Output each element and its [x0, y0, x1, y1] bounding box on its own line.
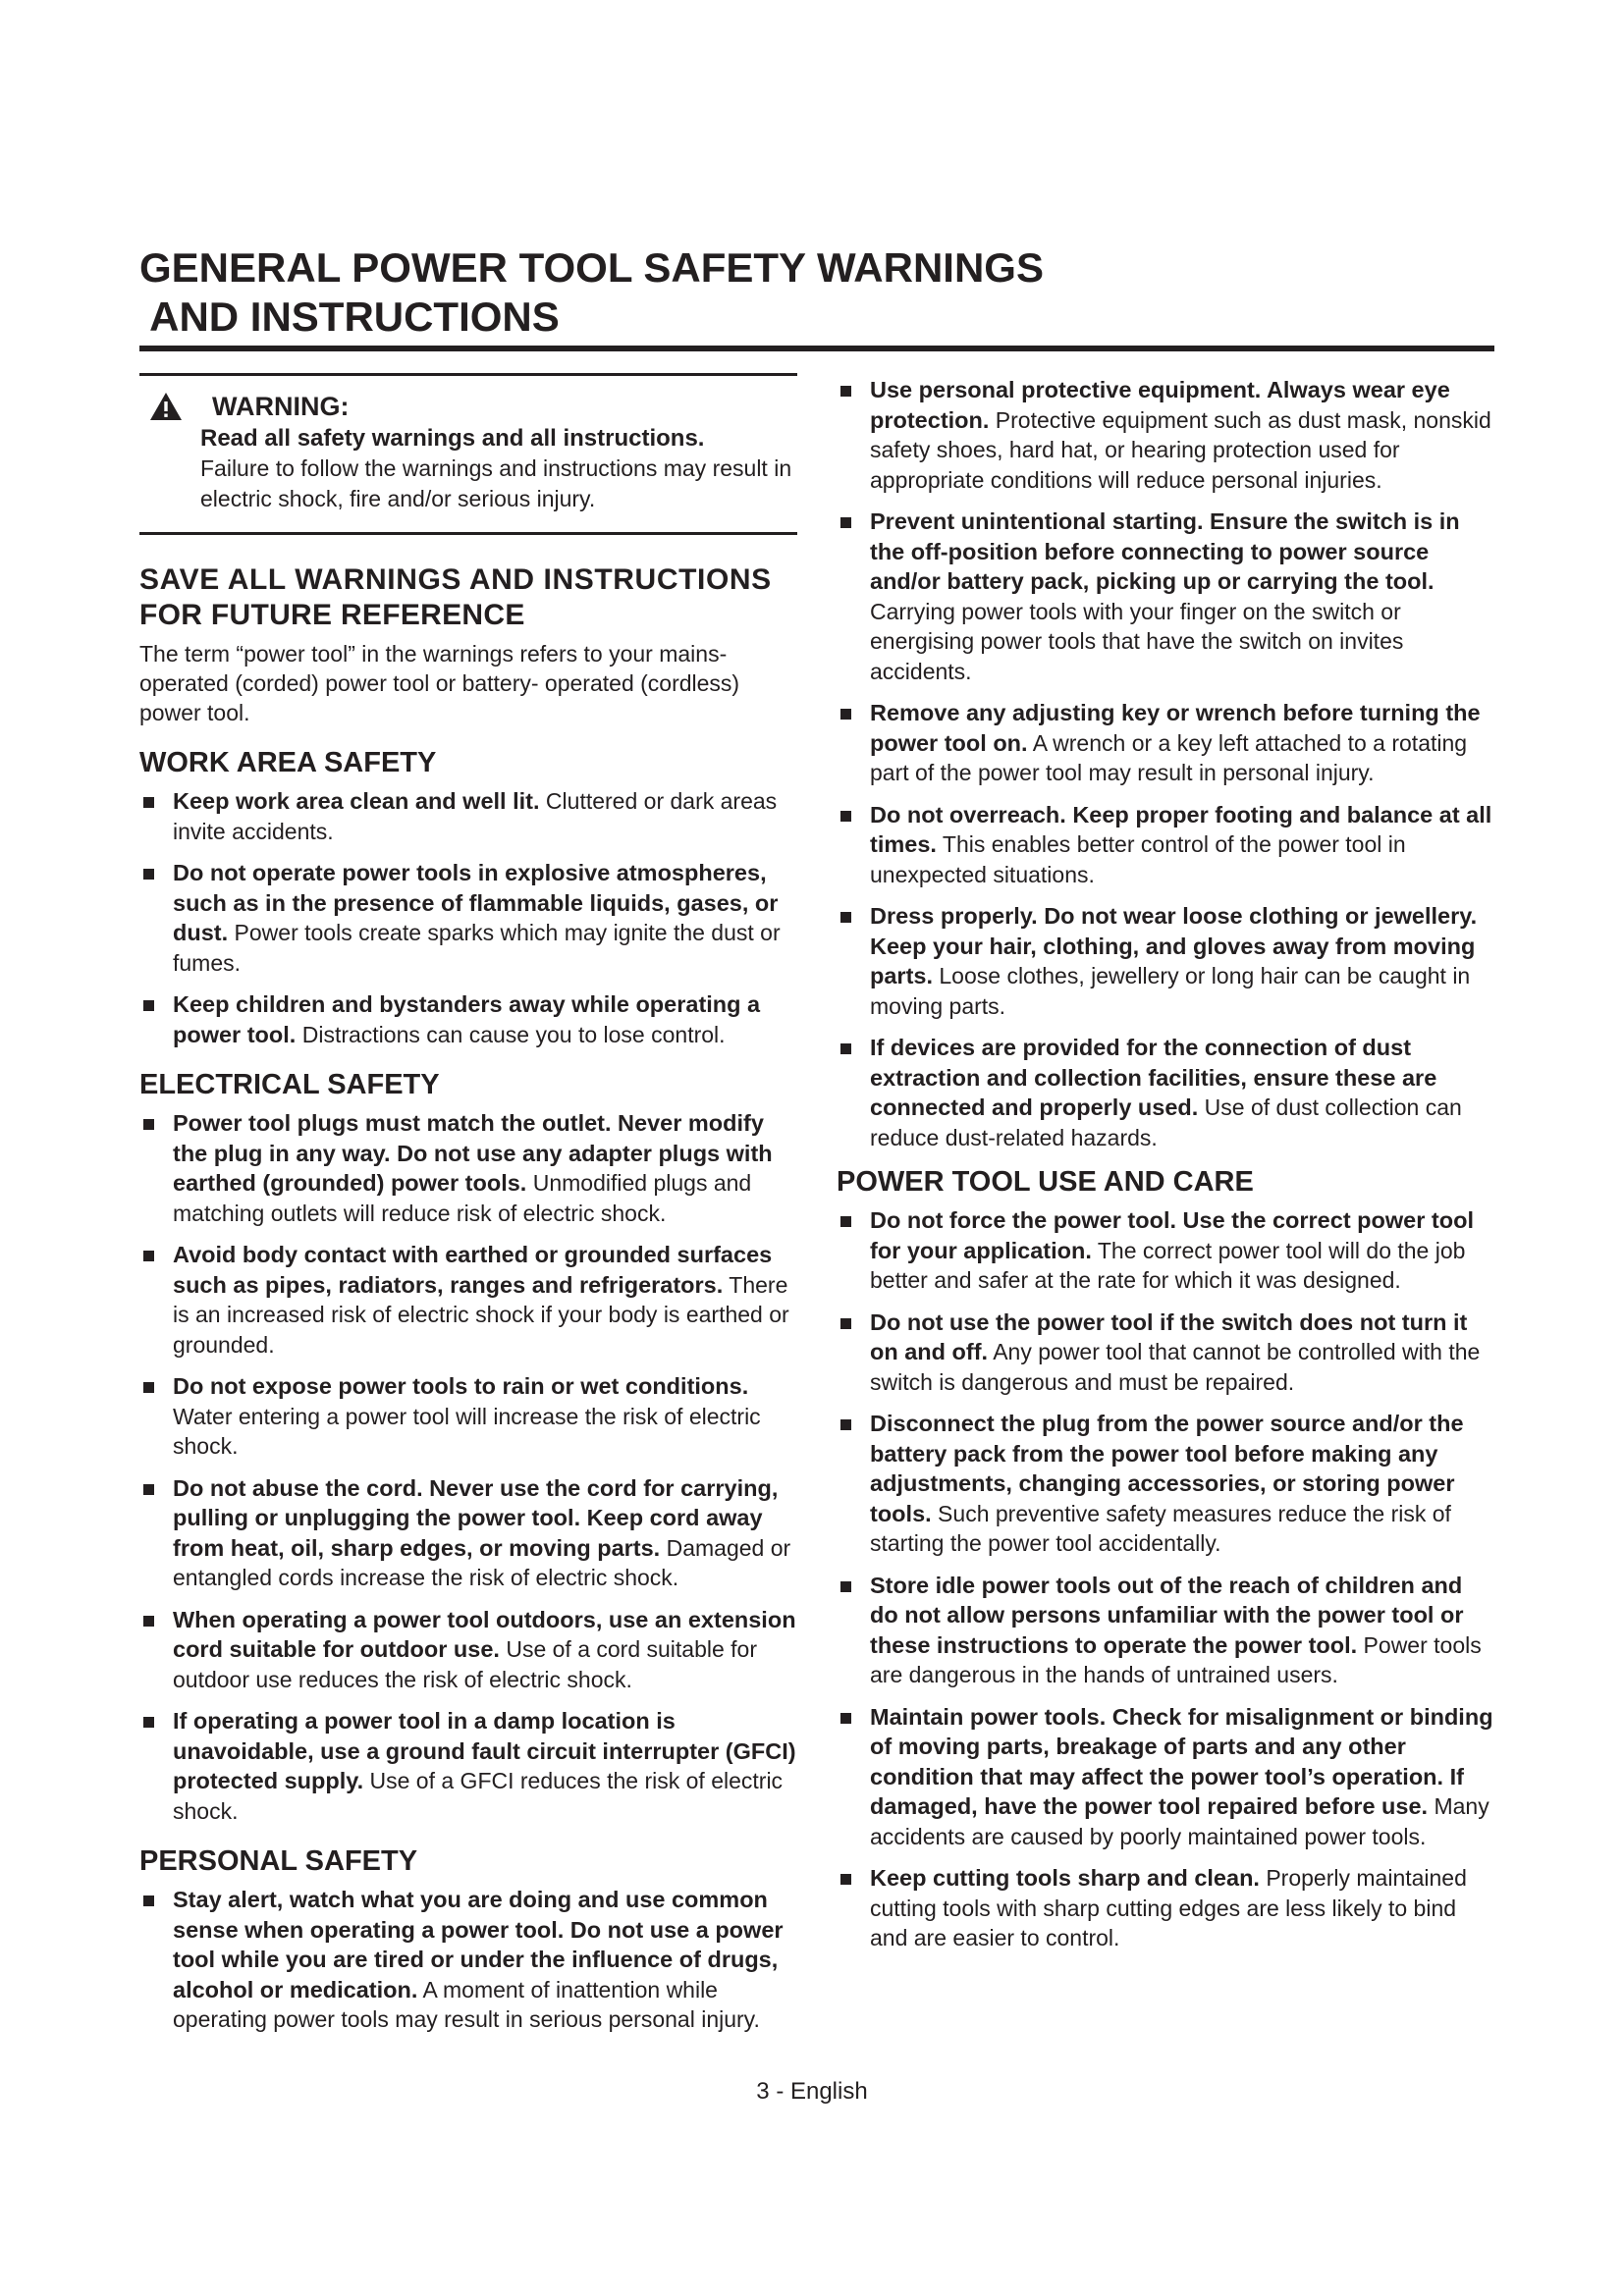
bullet-square-icon	[840, 811, 851, 822]
list-item-text: Cluttered or dark areas invite accidents.	[173, 788, 778, 844]
list-item-bold: Do not force the power tool. Use the correct power tool for your application.	[870, 1207, 1474, 1263]
section-heading-work-area: WORK AREA SAFETY	[139, 747, 437, 778]
list-item-text: Water entering a power tool will increase the risk of electric shock.	[173, 1403, 761, 1459]
save-instructions-heading	[139, 562, 797, 633]
list-item	[837, 1409, 1496, 1559]
list-item-bold: Keep cutting tools sharp and clean.	[870, 1865, 1260, 1891]
list-item-bold: Power tool plugs must match the outlet. Never modify the plug in any way. Do not use any adapter plugs with earthed (grounded) power tools.	[173, 1110, 773, 1196]
list-item-text: Damaged or entangled cords increase the risk of electric shock.	[173, 1534, 791, 1590]
list-item	[837, 1702, 1496, 1852]
list-item	[139, 786, 797, 846]
list-item-text: Such preventive safety measures reduce the risk of starting the power tool accidentally.	[870, 1500, 1451, 1556]
list-item	[139, 1885, 797, 2035]
list-item-bold: Do not overreach. Keep proper footing and balance at all times.	[870, 801, 1492, 857]
list-item-text: Unmodified plugs and matching outlets will reduce risk of electric shock.	[173, 1170, 752, 1226]
list-item-text: Loose clothes, jewellery or long hair can be caught in moving parts.	[870, 963, 1471, 1019]
bullet-square-icon	[840, 517, 851, 528]
list-item	[139, 1108, 797, 1228]
left-column	[139, 373, 797, 2047]
bullet-square-icon	[143, 1484, 154, 1495]
bullet-square-icon	[840, 1874, 851, 1885]
list-item	[837, 800, 1496, 890]
list-item-text: This enables better control of the power tool in unexpected situations.	[870, 831, 1406, 887]
tool-use-list	[837, 1205, 1496, 1953]
list-item	[837, 1308, 1496, 1398]
bullet-square-icon	[143, 1896, 154, 1906]
list-item-text: A wrench or a key left attached to a rotating part of the power tool may result in personal injury.	[870, 729, 1468, 785]
warning-bold-text: Read all safety warnings and all instructions.	[200, 425, 705, 452]
bullet-square-icon	[840, 386, 851, 397]
save-heading-line-2: FOR FUTURE REFERENCE	[139, 599, 525, 631]
power-tool-definition: The term “power tool” in the warnings refers to your mains-operated (corded) power tool or battery- operated (cordless) power tool.	[139, 641, 740, 725]
list-item-bold: Do not abuse the cord. Never use the cord for carrying, pulling or unplugging the power tool. Keep cord away from heat, oil, sharp edges, or moving parts.	[173, 1474, 779, 1561]
list-item	[139, 1706, 797, 1826]
list-item-bold: Do not operate power tools in explosive atmospheres, such as in the presence of flammable liquids, gases, or dust.	[173, 860, 779, 945]
list-item-bold: Avoid body contact with earthed or grounded surfaces such as pipes, radiators, ranges and refrigerators.	[173, 1242, 773, 1298]
warning-triangle-icon	[149, 392, 183, 421]
list-item-bold: Maintain power tools. Check for misalignment or binding of moving parts, breakage of parts and any other condition that may affect the power tool’s operation. If damaged, have the power tool repaired before use.	[870, 1703, 1493, 1819]
bullet-square-icon	[840, 1043, 851, 1054]
page-title-line-2: AND INSTRUCTIONS	[139, 294, 560, 340]
warning-bottom-rule	[139, 532, 797, 535]
list-item	[139, 1371, 797, 1462]
list-item-text: A moment of inattention while operating power tools may result in serious personal injury.	[173, 1976, 760, 2032]
page-footer: 3 - English	[756, 2078, 868, 2105]
bullet-square-icon	[143, 1717, 154, 1728]
list-item-text: Protective equipment such as dust mask, nonskid safety shoes, hard hat, or hearing protection used for appropriate conditions will reduce personal injuries.	[870, 406, 1491, 493]
bullet-square-icon	[840, 1318, 851, 1329]
bullet-square-icon	[143, 797, 154, 808]
list-item	[837, 698, 1496, 788]
warning-label: WARNING:	[212, 392, 350, 421]
list-item	[837, 1571, 1496, 1690]
bullet-square-icon	[840, 1419, 851, 1430]
bullet-square-icon	[143, 1616, 154, 1627]
section-heading-electrical: ELECTRICAL SAFETY	[139, 1069, 440, 1100]
bullet-square-icon	[143, 869, 154, 880]
list-item-text: Use of a cord suitable for outdoor use reduces the risk of electric shock.	[173, 1636, 758, 1692]
list-item-bold: Disconnect the plug from the power source and/or the battery pack from the power tool before making any adjustments, changing accessories, or storing power tools.	[870, 1411, 1464, 1526]
bullet-square-icon	[840, 709, 851, 720]
list-item-text: Carrying power tools with your finger on the switch or energising power tools that have the switch on invites accidents.	[870, 598, 1404, 684]
list-item	[837, 1205, 1496, 1296]
list-item-bold: Store idle power tools out of the reach of children and do not allow persons unfamiliar with the power tool or these instructions to operate the power tool.	[870, 1572, 1464, 1658]
save-heading-line-1: SAVE ALL WARNINGS AND INSTRUCTIONS	[139, 563, 772, 596]
list-item-text: Any power tool that cannot be controlled with the switch is dangerous and must be repaired.	[870, 1339, 1481, 1395]
section-heading-personal: PERSONAL SAFETY	[139, 1845, 418, 1877]
list-item	[837, 1033, 1496, 1152]
page-title-line-1: GENERAL POWER TOOL SAFETY WARNINGS	[139, 244, 1044, 291]
list-item-text: There is an increased risk of electric shock if your body is earthed or grounded.	[173, 1271, 789, 1358]
list-item-bold: Use personal protective equipment. Always wear eye protection.	[870, 377, 1450, 433]
list-item-bold: Do not expose power tools to rain or wet conditions.	[173, 1373, 749, 1399]
list-item-text: Power tools create sparks which may ignite the dust or fumes.	[173, 920, 781, 976]
list-item	[837, 507, 1496, 686]
list-item-text: Power tools are dangerous in the hands of untrained users.	[870, 1631, 1482, 1687]
list-item-bold: Prevent unintentional starting. Ensure the switch is in the off-position before connecting to power source and/or battery pack, picking up or carrying the tool.	[870, 508, 1460, 594]
list-item-text: Use of a GFCI reduces the risk of electric shock.	[173, 1768, 784, 1824]
list-item	[139, 1240, 797, 1360]
bullet-square-icon	[143, 1000, 154, 1011]
title-rule	[139, 346, 1494, 351]
list-item	[837, 901, 1496, 1021]
list-item-text: Distractions can cause you to lose control.	[296, 1021, 726, 1047]
warning-box	[139, 376, 797, 532]
list-item-bold: Keep children and bystanders away while operating a power tool.	[173, 991, 761, 1047]
list-item	[139, 1473, 797, 1593]
page-title	[139, 243, 1494, 342]
bullet-square-icon	[840, 1713, 851, 1724]
list-item-text: Properly maintained cutting tools with sharp cutting edges are less likely to bind and are easier to control.	[870, 1865, 1467, 1950]
list-item-bold: Remove any adjusting key or wrench before turning the power tool on.	[870, 700, 1481, 756]
personal-list-left	[139, 1885, 797, 2035]
personal-list-right	[837, 375, 1496, 1152]
bullet-square-icon	[143, 1119, 154, 1130]
list-item-bold: Dress properly. Do not wear loose clothing or jewellery. Keep your hair, clothing, and gloves away from moving parts.	[870, 903, 1478, 988]
warning-body-text: Failure to follow the warnings and instructions may result in electric shock, fire and/or serious injury.	[200, 455, 792, 511]
list-item	[139, 1605, 797, 1695]
bullet-square-icon	[840, 912, 851, 923]
section-heading-tool-use: POWER TOOL USE AND CARE	[837, 1166, 1254, 1198]
list-item-text: Use of dust collection can reduce dust-related hazards.	[870, 1095, 1462, 1150]
bullet-square-icon	[143, 1382, 154, 1393]
bullet-square-icon	[143, 1251, 154, 1261]
work-area-list	[139, 786, 797, 1049]
list-item-bold: If devices are provided for the connection of dust extraction and collection facilities, ensure these are connected and properly used.	[870, 1035, 1437, 1120]
list-item-bold: When operating a power tool outdoors, use an extension cord suitable for outdoor use.	[173, 1606, 796, 1662]
right-column	[837, 375, 1496, 1965]
list-item-bold: Keep work area clean and well lit.	[173, 788, 540, 814]
list-item-bold: Stay alert, watch what you are doing and use common sense when operating a power tool. Do not use a power tool while you are tired or under the influence of drugs, alcohol or medication.	[173, 1887, 784, 2002]
list-item	[837, 1863, 1496, 1953]
list-item-bold: If operating a power tool in a damp location is unavoidable, use a ground fault circuit interrupter (GFCI) protected supply.	[173, 1708, 796, 1793]
list-item	[139, 989, 797, 1049]
warning-heading	[139, 390, 797, 423]
list-item-bold: Do not use the power tool if the switch does not turn it on and off.	[870, 1308, 1468, 1364]
list-item	[837, 375, 1496, 495]
bullet-square-icon	[840, 1216, 851, 1227]
bullet-square-icon	[840, 1581, 851, 1592]
list-item-text: The correct power tool will do the job better and safer at the rate for which it was designed.	[870, 1237, 1466, 1293]
list-item	[139, 858, 797, 978]
list-item-text: Many accidents are caused by poorly maintained power tools.	[870, 1793, 1489, 1849]
electrical-list	[139, 1108, 797, 1826]
